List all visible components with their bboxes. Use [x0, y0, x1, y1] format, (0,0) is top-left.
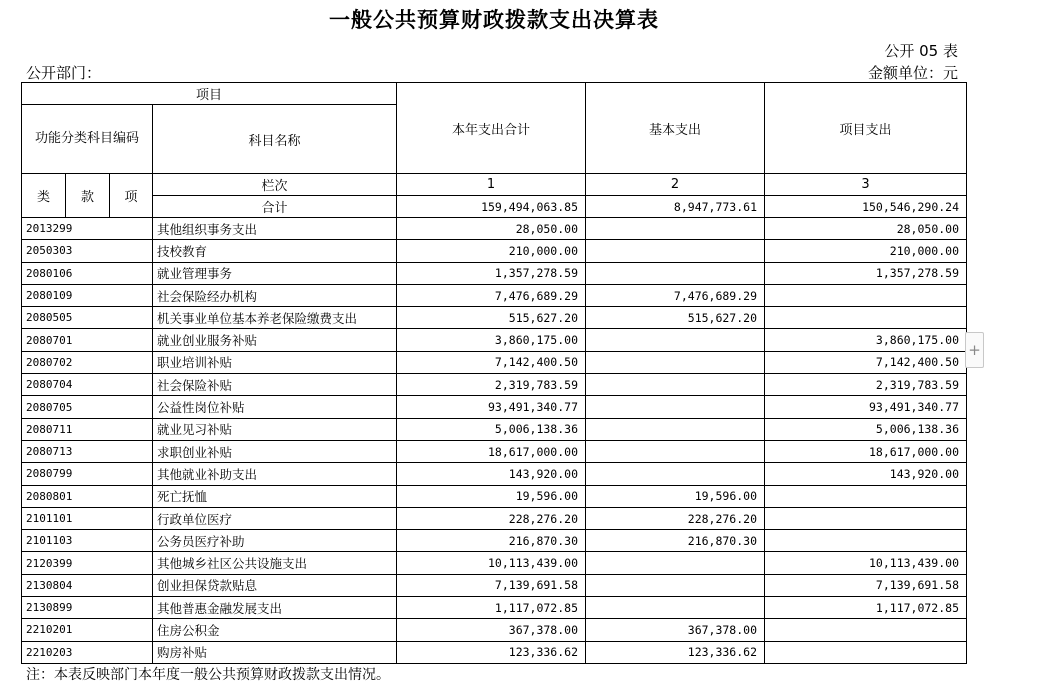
row-code-xiang — [110, 440, 153, 462]
row-project — [765, 307, 967, 329]
row-code-kuan — [66, 597, 110, 619]
row-basic — [586, 240, 765, 262]
header-lanci: 栏次 — [153, 174, 397, 196]
row-code-xiang — [110, 218, 153, 240]
row-code: 2050303 — [22, 240, 66, 262]
row-total: 515,627.20 — [397, 307, 586, 329]
table-row — [22, 329, 967, 351]
row-project: 1,117,072.85 — [765, 597, 967, 619]
header-xiang: 项 — [110, 174, 153, 218]
row-subject-name: 职业培训补贴 — [153, 351, 397, 373]
row-code-xiang — [110, 641, 153, 663]
table-row — [22, 530, 967, 552]
row-code: 2130899 — [22, 597, 66, 619]
row-code-kuan — [66, 284, 110, 306]
row-total: 7,139,691.58 — [397, 574, 586, 596]
row-code-kuan — [66, 507, 110, 529]
row-basic — [586, 374, 765, 396]
row-code-xiang — [110, 374, 153, 396]
total-sum: 159,494,063.85 — [397, 196, 586, 218]
row-code-xiang — [110, 262, 153, 284]
row-subject-name: 求职创业补贴 — [153, 440, 397, 462]
header-lei: 类 — [22, 174, 66, 218]
row-code-xiang — [110, 530, 153, 552]
row-total: 7,476,689.29 — [397, 284, 586, 306]
row-code-kuan — [66, 440, 110, 462]
row-total: 7,142,400.50 — [397, 351, 586, 373]
row-total: 2,319,783.59 — [397, 374, 586, 396]
row-total: 210,000.00 — [397, 240, 586, 262]
row-code-kuan — [66, 485, 110, 507]
row-project — [765, 641, 967, 663]
row-subject-name: 机关事业单位基本养老保险缴费支出 — [153, 307, 397, 329]
header-project-expense: 项目支出 — [765, 83, 967, 174]
row-total: 228,276.20 — [397, 507, 586, 529]
row-total: 3,860,175.00 — [397, 329, 586, 351]
row-code-kuan — [66, 418, 110, 440]
header-kuan: 款 — [66, 174, 110, 218]
row-code: 2080702 — [22, 351, 66, 373]
row-code: 2101101 — [22, 507, 66, 529]
row-code-kuan — [66, 329, 110, 351]
row-total: 10,113,439.00 — [397, 552, 586, 574]
row-code-kuan — [66, 396, 110, 418]
col-index-2: 2 — [586, 174, 765, 196]
row-total: 143,920.00 — [397, 463, 586, 485]
row-subject-name: 社会保险补贴 — [153, 374, 397, 396]
row-project: 93,491,340.77 — [765, 396, 967, 418]
row-total: 216,870.30 — [397, 530, 586, 552]
row-basic: 19,596.00 — [586, 485, 765, 507]
row-code: 2080801 — [22, 485, 66, 507]
row-total: 5,006,138.36 — [397, 418, 586, 440]
row-subject-name: 就业管理事务 — [153, 262, 397, 284]
row-code: 2130804 — [22, 574, 66, 596]
row-project: 143,920.00 — [765, 463, 967, 485]
row-code-kuan — [66, 619, 110, 641]
row-code: 2080704 — [22, 374, 66, 396]
row-basic — [586, 396, 765, 418]
row-subject-name: 其他组织事务支出 — [153, 218, 397, 240]
col-index-3: 3 — [765, 174, 967, 196]
table-row — [22, 552, 967, 574]
row-basic — [586, 463, 765, 485]
row-code: 2101103 — [22, 530, 66, 552]
row-basic — [586, 597, 765, 619]
row-basic: 228,276.20 — [586, 507, 765, 529]
row-project — [765, 507, 967, 529]
department-label: 公开部门： — [26, 64, 102, 82]
row-code-xiang — [110, 507, 153, 529]
row-code-kuan — [66, 374, 110, 396]
row-code-kuan — [66, 351, 110, 373]
row-code: 2210201 — [22, 619, 66, 641]
row-code: 2120399 — [22, 552, 66, 574]
header-project: 项目 — [22, 83, 397, 105]
table-row — [22, 374, 967, 396]
row-project — [765, 485, 967, 507]
row-code-xiang — [110, 351, 153, 373]
table-row — [22, 641, 967, 663]
row-project: 2,319,783.59 — [765, 374, 967, 396]
row-subject-name: 行政单位医疗 — [153, 507, 397, 529]
row-basic — [586, 418, 765, 440]
row-code: 2080705 — [22, 396, 66, 418]
row-code-xiang — [110, 619, 153, 641]
row-project: 3,860,175.00 — [765, 329, 967, 351]
row-basic — [586, 351, 765, 373]
row-code: 2080701 — [22, 329, 66, 351]
total-project: 150,546,290.24 — [765, 196, 967, 218]
row-total: 28,050.00 — [397, 218, 586, 240]
row-code-kuan — [66, 530, 110, 552]
header-basic: 基本支出 — [586, 83, 765, 174]
row-total: 93,491,340.77 — [397, 396, 586, 418]
row-total: 1,117,072.85 — [397, 597, 586, 619]
row-code-kuan — [66, 574, 110, 596]
row-project: 1,357,278.59 — [765, 262, 967, 284]
table-row — [22, 262, 967, 284]
header-total: 本年支出合计 — [397, 83, 586, 174]
col-index-1: 1 — [397, 174, 586, 196]
row-code: 2080799 — [22, 463, 66, 485]
table-row — [22, 396, 967, 418]
table-row — [22, 218, 967, 240]
header-subject-name: 科目名称 — [153, 105, 397, 174]
row-code-xiang — [110, 463, 153, 485]
row-subject-name: 就业创业服务补贴 — [153, 329, 397, 351]
row-basic: 515,627.20 — [586, 307, 765, 329]
row-code-xiang — [110, 597, 153, 619]
row-subject-name: 购房补贴 — [153, 641, 397, 663]
table-row — [22, 574, 967, 596]
row-code: 2080711 — [22, 418, 66, 440]
row-project: 28,050.00 — [765, 218, 967, 240]
row-total: 19,596.00 — [397, 485, 586, 507]
row-basic: 123,336.62 — [586, 641, 765, 663]
row-code-xiang — [110, 329, 153, 351]
row-code-xiang — [110, 418, 153, 440]
row-project — [765, 530, 967, 552]
row-project — [765, 619, 967, 641]
expenditure-table — [21, 82, 967, 664]
row-subject-name: 就业见习补贴 — [153, 418, 397, 440]
table-row — [22, 507, 967, 529]
row-code-kuan — [66, 218, 110, 240]
row-code-xiang — [110, 396, 153, 418]
row-basic — [586, 329, 765, 351]
table-row — [22, 307, 967, 329]
row-code-xiang — [110, 307, 153, 329]
table-row — [22, 463, 967, 485]
table-number: 公开 05 表 — [884, 42, 958, 60]
row-subject-name: 技校教育 — [153, 240, 397, 262]
row-subject-name: 死亡抚恤 — [153, 485, 397, 507]
row-project: 5,006,138.36 — [765, 418, 967, 440]
row-basic: 367,378.00 — [586, 619, 765, 641]
report-title: 一般公共预算财政拨款支出决算表 — [329, 8, 659, 32]
row-project: 7,139,691.58 — [765, 574, 967, 596]
table-row — [22, 418, 967, 440]
row-subject-name: 住房公积金 — [153, 619, 397, 641]
table-row — [22, 440, 967, 462]
row-code: 2013299 — [22, 218, 66, 240]
row-code-kuan — [66, 641, 110, 663]
row-subject-name: 其他就业补助支出 — [153, 463, 397, 485]
row-code-xiang — [110, 485, 153, 507]
row-code: 2080109 — [22, 284, 66, 306]
row-project: 7,142,400.50 — [765, 351, 967, 373]
row-code: 2080106 — [22, 262, 66, 284]
row-subject-name: 公益性岗位补贴 — [153, 396, 397, 418]
row-basic — [586, 218, 765, 240]
row-basic — [586, 574, 765, 596]
row-code-xiang — [110, 240, 153, 262]
row-subject-name: 其他城乡社区公共设施支出 — [153, 552, 397, 574]
row-code: 2080505 — [22, 307, 66, 329]
row-subject-name: 社会保险经办机构 — [153, 284, 397, 306]
table-row — [22, 284, 967, 306]
expand-button[interactable]: + — [965, 332, 984, 368]
row-project: 10,113,439.00 — [765, 552, 967, 574]
row-basic: 7,476,689.29 — [586, 284, 765, 306]
table-row — [22, 597, 967, 619]
table-row — [22, 485, 967, 507]
row-code: 2210203 — [22, 641, 66, 663]
row-code: 2080713 — [22, 440, 66, 462]
row-total: 123,336.62 — [397, 641, 586, 663]
row-basic — [586, 440, 765, 462]
row-basic — [586, 552, 765, 574]
table-row — [22, 240, 967, 262]
header-func-code: 功能分类科目编码 — [22, 105, 153, 174]
row-code-xiang — [110, 574, 153, 596]
row-total: 367,378.00 — [397, 619, 586, 641]
row-code-kuan — [66, 262, 110, 284]
unit-label: 金额单位：元 — [867, 64, 958, 82]
row-code-kuan — [66, 552, 110, 574]
row-project — [765, 284, 967, 306]
footnote: 注：本表反映部门本年度一般公共预算财政拨款支出情况。 — [26, 667, 390, 683]
row-subject-name: 创业担保贷款贴息 — [153, 574, 397, 596]
row-subject-name: 公务员医疗补助 — [153, 530, 397, 552]
row-subject-name: 其他普惠金融发展支出 — [153, 597, 397, 619]
row-code-kuan — [66, 307, 110, 329]
total-label: 合计 — [153, 196, 397, 218]
table-row — [22, 619, 967, 641]
row-total: 18,617,000.00 — [397, 440, 586, 462]
row-total: 1,357,278.59 — [397, 262, 586, 284]
row-project: 18,617,000.00 — [765, 440, 967, 462]
row-code-kuan — [66, 463, 110, 485]
row-basic — [586, 262, 765, 284]
table-row — [22, 351, 967, 373]
row-code-xiang — [110, 552, 153, 574]
total-basic: 8,947,773.61 — [586, 196, 765, 218]
row-project: 210,000.00 — [765, 240, 967, 262]
row-basic: 216,870.30 — [586, 530, 765, 552]
row-code-xiang — [110, 284, 153, 306]
row-code-kuan — [66, 240, 110, 262]
